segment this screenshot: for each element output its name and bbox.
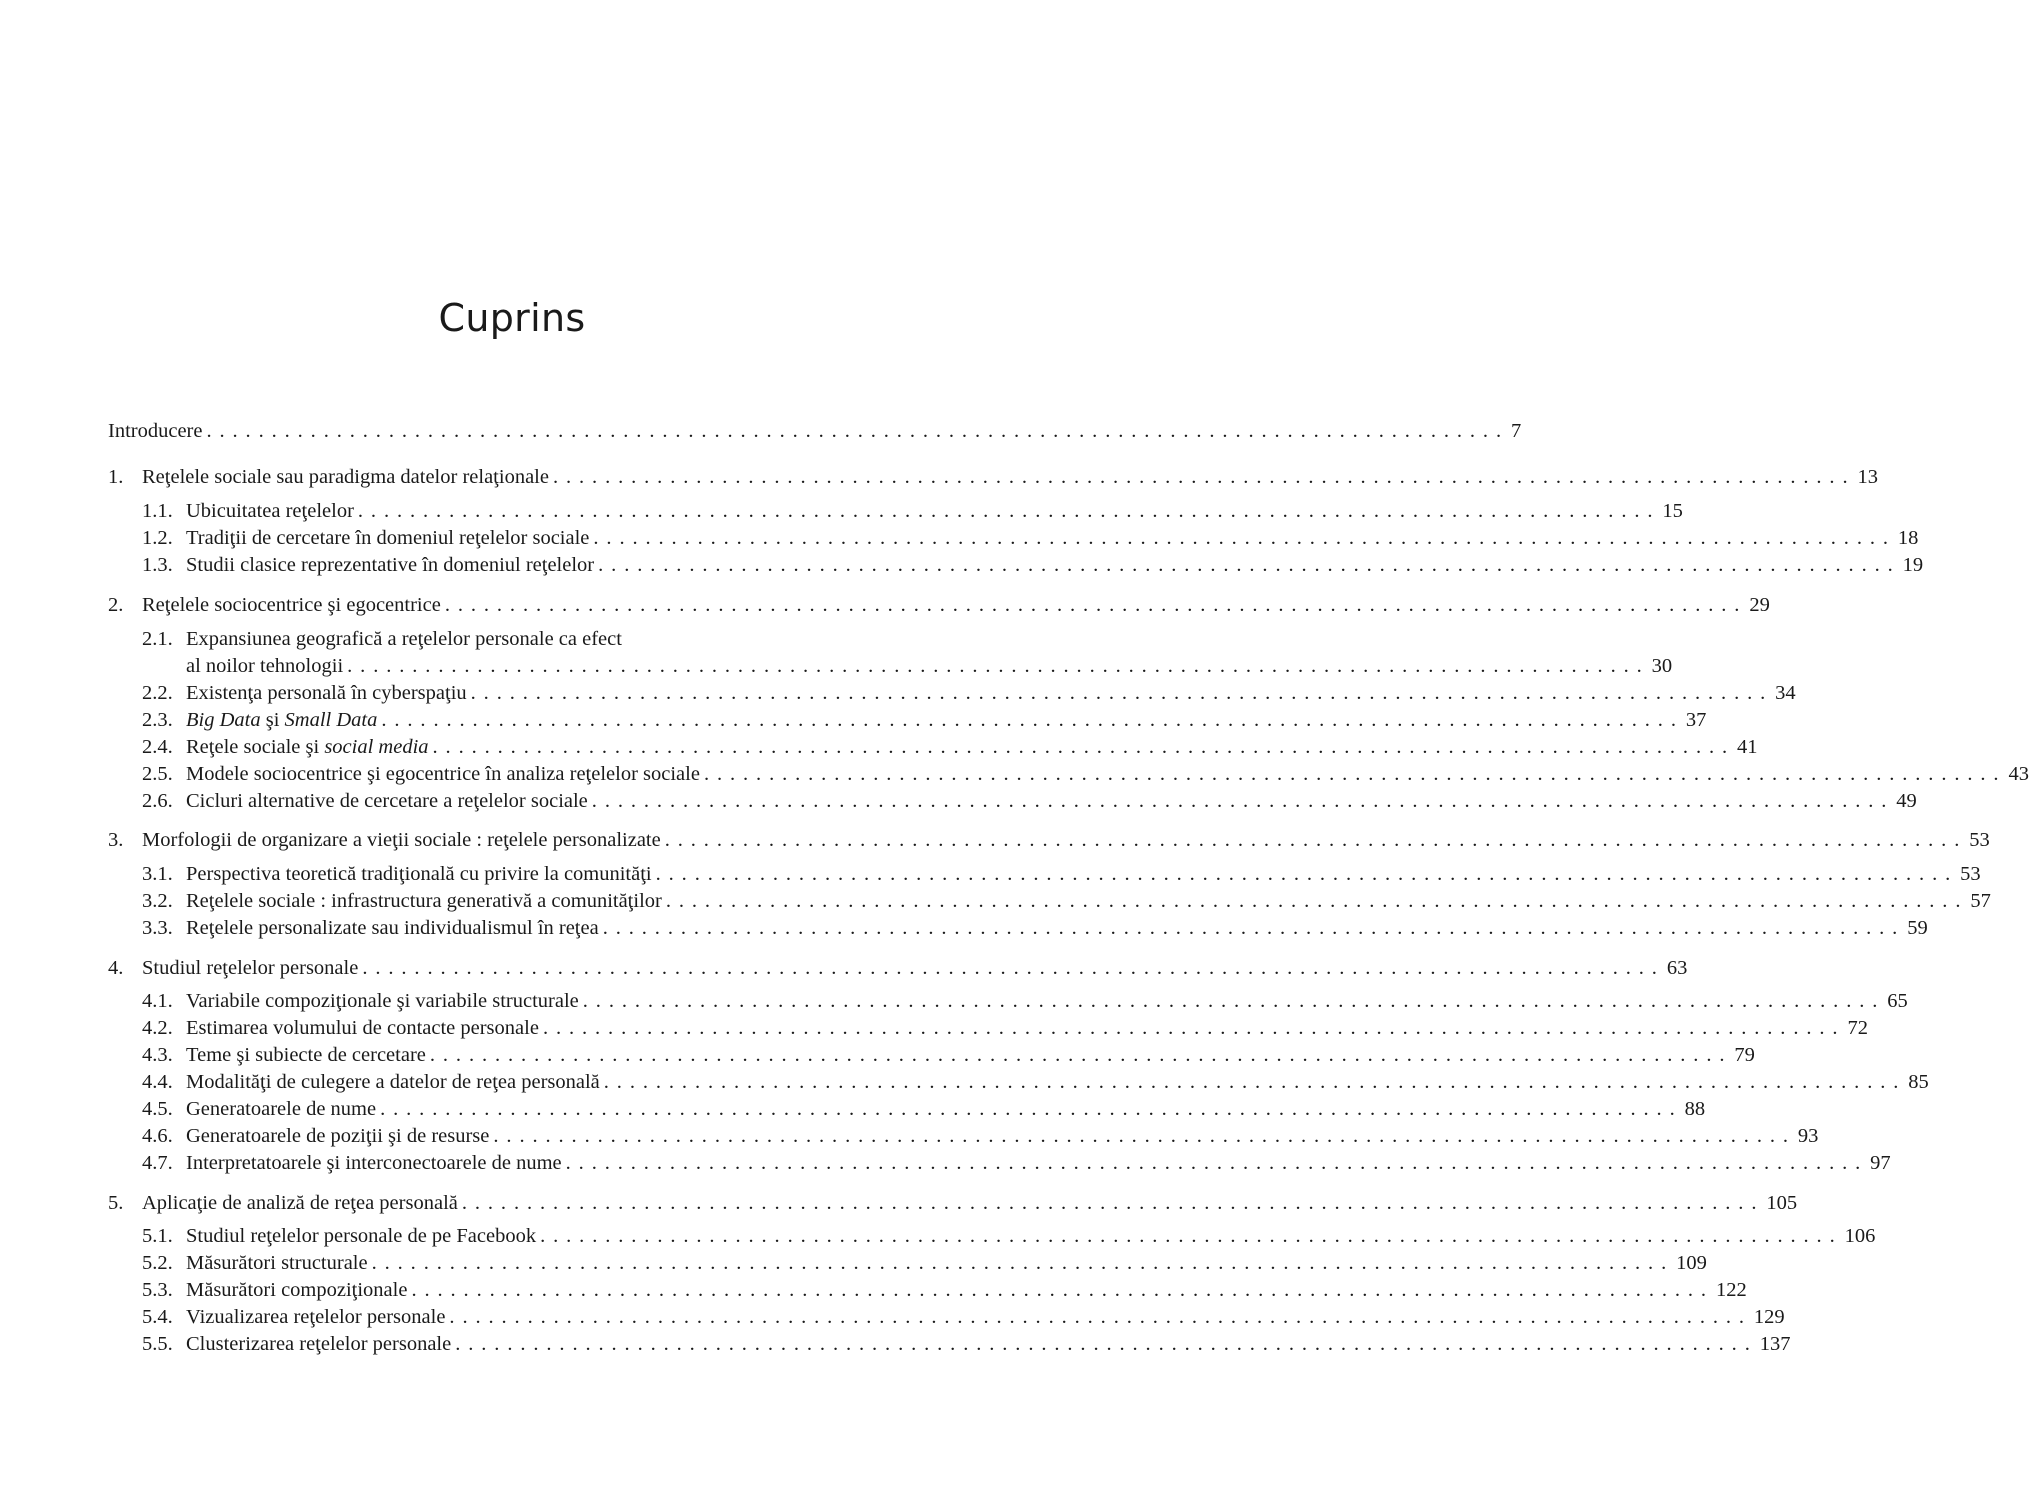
toc-entry-number: 4.7. [142,1152,173,1174]
toc-entry-title: Tradiţii de cercetare în domeniul reţelelor sociale [186,527,590,549]
toc-section-1-3 [142,552,1924,578]
toc-section-4-4 [142,1069,1929,1095]
toc-entry-number: 4.6. [142,1125,173,1147]
toc-entry-title: Măsurători structurale [186,1252,368,1274]
dot-leader: .................................................................................................... [380,1098,1683,1120]
dot-leader: .................................................................................................... [362,957,1665,979]
toc-entry-number: 2.5. [142,763,173,785]
dot-leader: .................................................................................................... [655,863,1959,885]
title-plain: Reţele sociale şi [186,736,325,758]
dot-leader: .................................................................................................... [470,682,1774,704]
toc-entry-number: 3.1. [142,863,173,885]
toc-entry-page: 122 [1715,1279,1747,1301]
toc-entry-number: 4.2. [142,1017,173,1039]
toc-chapter-3 [108,827,1990,853]
toc-entry-title: Perspectiva teoretică tradiţională cu privire la comunităţi [186,863,652,885]
toc-entry-page: 29 [1749,594,1770,616]
toc-entry-number: 1.1. [142,500,173,522]
toc-section-2-5 [142,761,2029,787]
toc-section-2-6 [142,788,1917,814]
toc-entry-page: 85 [1908,1071,1929,1093]
toc-section-4-3 [142,1042,1755,1068]
toc-entry-title: Teme şi subiecte de cercetare [186,1044,426,1066]
dot-leader: .................................................................................................... [347,655,1650,677]
dot-leader: .................................................................................................... [411,1279,1714,1301]
toc-entry-title: Studiul reţelelor personale [142,957,359,979]
toc-section-2-2 [142,680,1796,706]
toc-entry-number: 1. [108,466,124,488]
toc-section-4-2 [142,1015,1868,1041]
italic-term: Small Data [284,709,378,731]
toc-entry-number: 5.4. [142,1306,173,1328]
toc-entry-title [186,707,377,733]
toc-section-4-1 [142,988,1908,1014]
dot-leader: .................................................................................................... [664,829,1968,851]
toc-entry-number: 5.3. [142,1279,173,1301]
toc-chapter-5 [108,1190,1798,1216]
toc-entry-page: 106 [1844,1225,1876,1247]
toc-entry-title: Modalităţi de culegere a datelor de reţea personală [186,1071,600,1093]
dot-leader: .................................................................................................... [381,709,1684,731]
toc-section-2-1-continued [186,653,1673,679]
dot-leader: .................................................................................................... [371,1252,1675,1274]
dot-leader: .................................................................................................... [449,1306,1752,1328]
page-title: Cuprins [438,296,586,340]
dot-leader: .................................................................................................... [206,420,1509,442]
toc-entry-number: 5.2. [142,1252,173,1274]
toc-entry-title: Reţelele personalizate sau individualismul în reţea [186,917,599,939]
toc-entry-title: Estimarea volumului de contacte personale [186,1017,539,1039]
toc-entry-page: 129 [1753,1306,1785,1328]
toc-entry-page: 30 [1651,655,1673,677]
toc-entry-page: 19 [1902,554,1924,576]
toc-entry-title: Morfologii de organizare a vieţii sociale : reţelele personalizate [142,829,661,851]
dot-leader: .................................................................................................... [429,1044,1733,1066]
dot-leader: .................................................................................................... [603,1071,1907,1093]
toc-entry-title: Introducere [108,420,203,442]
toc-section-3-2 [142,888,1991,914]
toc-entry-number: 4.4. [142,1071,173,1093]
toc-entry-page: 13 [1857,466,1878,488]
dot-leader: .................................................................................................... [493,1125,1796,1147]
toc-entry-page: 15 [1662,500,1683,522]
toc-entry-title: Aplicaţie de analiză de reţea personală [142,1192,458,1214]
toc-section-2-4 [142,734,1758,760]
toc-entry-page: 88 [1684,1098,1706,1120]
toc-entry-page: 18 [1897,527,1919,549]
dot-leader: .................................................................................................... [593,527,1896,549]
toc-entry-title: Generatoarele de poziţii şi de resurse [186,1125,490,1147]
toc-entry-title [186,734,429,760]
dot-leader: .................................................................................................... [461,1192,1765,1214]
toc-entry-number: 4. [108,957,124,979]
toc-section-3-3 [142,915,1928,941]
toc-entry-title: Măsurători compoziţionale [186,1279,408,1301]
toc-entry-page: 34 [1775,682,1796,704]
toc-section-5-3 [142,1277,1747,1303]
toc-entry-page: 53 [1960,863,1981,885]
toc-entry-page: 63 [1666,957,1688,979]
toc-entry-page: 53 [1969,829,1990,851]
toc-section-1-1 [142,498,1683,524]
toc-entry-number: 1.2. [142,527,173,549]
toc-entry-number: 1.3. [142,554,173,576]
toc-chapter-4 [108,955,1688,981]
toc-entry-title: Ubicuitatea reţelelor [186,500,354,522]
toc-entry-number: 4.1. [142,990,173,1012]
toc-section-4-5 [142,1096,1706,1122]
toc-entry-title: Modele sociocentrice şi egocentrice în analiza reţelelor sociale [186,763,700,785]
toc-entry-title: Expansiunea geografică a reţelelor personale ca efect [186,628,622,650]
toc-section-4-7 [142,1150,1891,1176]
toc-section-5-4 [142,1304,1785,1330]
dot-leader: .................................................................................................... [455,1333,1758,1355]
dot-leader: .................................................................................................... [357,500,1661,522]
toc-entry-title: Existenţa personală în cyberspaţiu [186,682,467,704]
toc-entry-page: 7 [1510,420,1522,442]
dot-leader: .................................................................................................... [444,594,1748,616]
toc-entry-number: 3. [108,829,124,851]
dot-leader: .................................................................................................... [602,917,1906,939]
dot-leader: .................................................................................................... [582,990,1886,1012]
toc-entry-page: 37 [1685,709,1707,731]
toc-section-2-3 [142,707,1707,733]
toc-entry-number: 4.3. [142,1044,173,1066]
toc-entry-page: 97 [1870,1152,1891,1174]
toc-entry-number: 5.5. [142,1333,173,1355]
toc-entry-page: 79 [1734,1044,1755,1066]
toc-entry-number: 2.3. [142,709,173,731]
toc-entry-page: 43 [2008,763,2029,785]
toc-entry-page: 59 [1907,917,1928,939]
toc-entry-page: 41 [1737,736,1758,758]
toc-entry-page: 109 [1676,1252,1707,1274]
toc-chapter-1 [108,464,1878,490]
dot-leader: .................................................................................................... [703,763,2007,785]
toc-entry-number: 2. [108,594,124,616]
toc-entry-title: Variabile compoziţionale şi variabile structurale [186,990,579,1012]
italic-term: social media [324,736,429,758]
dot-leader: .................................................................................................... [540,1225,1843,1247]
toc-entry-number: 4.5. [142,1098,173,1120]
toc-entry-title: Reţelele sociocentrice şi egocentrice [142,594,441,616]
toc-entry-title: al noilor tehnologii [186,655,344,677]
toc-entry-introducere [108,418,1522,444]
toc-entry-title: Vizualizarea reţelelor personale [186,1306,446,1328]
toc-entry-page: 72 [1847,1017,1868,1039]
toc-entry-title: Clusterizarea reţelelor personale [186,1333,452,1355]
dot-leader: .................................................................................................... [591,790,1895,812]
toc-entry-title: Studii clasice reprezentative în domeniul reţelelor [186,554,595,576]
toc-section-5-2 [142,1250,1707,1276]
toc-entry-page: 137 [1759,1333,1791,1355]
dot-leader: .................................................................................................... [598,554,1901,576]
toc-entry-title: Studiul reţelelor personale de pe Facebook [186,1225,537,1247]
toc-entry-page: 65 [1887,990,1908,1012]
dot-leader: .................................................................................................... [542,1017,1846,1039]
toc-chapter-2 [108,592,1770,618]
toc-section-5-1 [142,1223,1876,1249]
toc-entry-number: 3.2. [142,890,173,912]
toc-entry-page: 57 [1970,890,1991,912]
toc-entry-title: Reţelele sociale sau paradigma datelor relaţionale [142,466,549,488]
toc-entry-title: Cicluri alternative de cercetare a reţelelor sociale [186,790,588,812]
toc-entry-number: 2.1. [142,628,173,650]
toc-section-1-2 [142,525,1919,551]
toc-entry-number: 2.6. [142,790,173,812]
toc-section-2-1 [142,626,916,652]
toc-section-3-1 [142,861,1981,887]
toc-entry-title: Reţelele sociale : infrastructura generativă a comunităţilor [186,890,662,912]
toc-section-4-6 [142,1123,1819,1149]
toc-entry-number: 5. [108,1192,124,1214]
toc-entry-title: Generatoarele de nume [186,1098,377,1120]
toc-section-5-5 [142,1331,1791,1357]
toc-entry-number: 2.4. [142,736,173,758]
dot-leader: .................................................................................................... [432,736,1736,758]
italic-term: Big Data [186,709,261,731]
toc-entry-title: Interpretatoarele şi interconectoarele de nume [186,1152,562,1174]
toc-entry-page: 105 [1766,1192,1798,1214]
dot-leader: .................................................................................................... [665,890,1969,912]
dot-leader: .................................................................................................... [552,466,1856,488]
title-connector: şi [260,709,285,731]
toc-entry-page: 93 [1797,1125,1819,1147]
toc-entry-number: 5.1. [142,1225,173,1247]
dot-leader: .................................................................................................... [565,1152,1869,1174]
toc-entry-page: 49 [1896,790,1917,812]
toc-entry-number: 2.2. [142,682,173,704]
toc-entry-number: 3.3. [142,917,173,939]
